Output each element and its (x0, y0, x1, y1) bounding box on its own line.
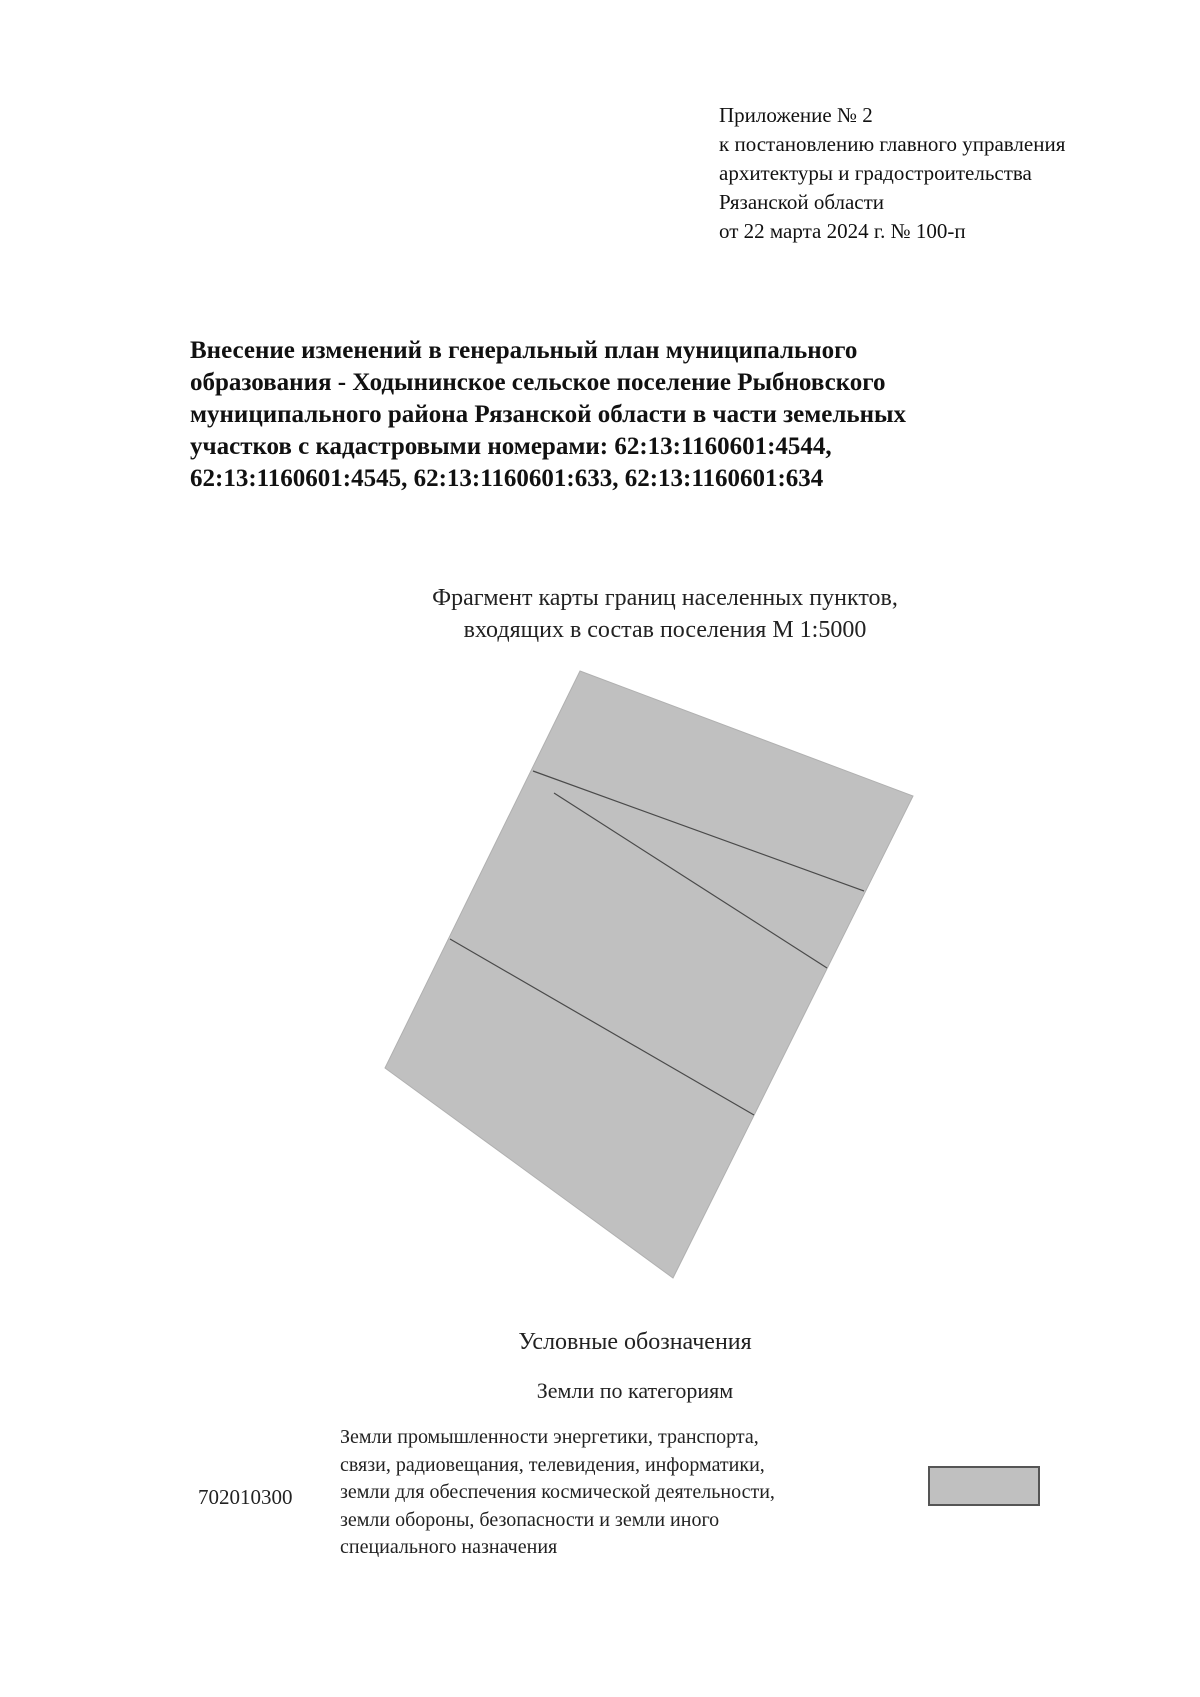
appendix-line: Приложение № 2 (719, 103, 873, 127)
legend-description-line: специального назначения (340, 1536, 558, 1558)
legend-description-line: земли обороны, безопасности и земли иного (340, 1508, 720, 1531)
appendix-line: архитектуры и градостроительства (719, 161, 1032, 185)
map-caption-line: Фрагмент карты границ населенных пунктов, (432, 585, 898, 611)
legend-color-swatch (928, 1466, 1040, 1506)
legend-subtitle: Земли по категориям (536, 1378, 734, 1403)
map-caption-line: входящих в состав поселения М 1:5000 (463, 617, 867, 643)
legend-description-line: связи, радиовещания, телевидения, информатики, (340, 1453, 765, 1476)
legend-title: Условные обозначения (518, 1329, 752, 1355)
legend-description-line: Земли промышленности энергетики, транспорта, (340, 1426, 759, 1448)
title-line: образования - Ходынинское сельское поселение Рыбновского (190, 369, 886, 396)
legend-description-line: земли для обеспечения космической деятельности, (340, 1481, 775, 1503)
legend-category-code: 702010300 (198, 1485, 293, 1509)
title-line: 62:13:1160601:4545, 62:13:1160601:633, 62:13:1160601:634 (190, 465, 824, 492)
land-parcel-area (385, 671, 913, 1278)
appendix-line: от 22 марта 2024 г. № 100-п (719, 219, 966, 243)
title-line: участков с кадастровыми номерами: 62:13:1160601:4544, (190, 433, 832, 460)
appendix-line: к постановлению главного управления (719, 132, 1066, 156)
legend-category-description (340, 1424, 900, 1562)
title-line: Внесение изменений в генеральный план муниципального (190, 337, 858, 364)
title-line: муниципального района Рязанской области в части земельных (190, 401, 907, 428)
appendix-line: Рязанской области (719, 190, 885, 214)
